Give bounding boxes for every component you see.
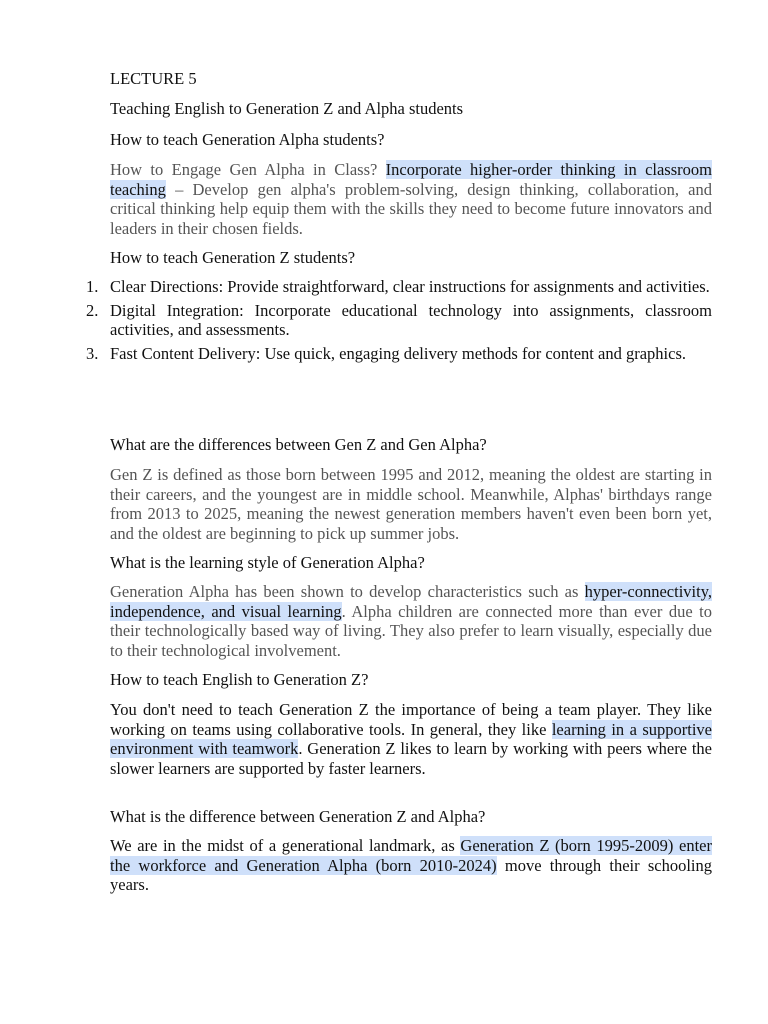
document-title: Teaching English to Generation Z and Alpha students [110, 99, 464, 118]
paragraph-generational-landmark [110, 836, 712, 895]
heading-alpha: How to teach Generation Alpha students? [110, 130, 385, 149]
highlight-generation-years: Generation Z (born 1995-2009) enter the workforce and Generation Alpha (born 2010-2024) [110, 836, 712, 875]
paragraph-engage-alpha [110, 160, 712, 238]
list-item-text: Clear Directions: Provide straightforward, clear instructions for assignments and activities. [110, 277, 710, 296]
paragraph-teach-english-lead: You don't need to teach Generation Z the importance of being a team player. They like working on teams using collaborative tools. In general, they like [110, 700, 712, 739]
heading-genz: How to teach Generation Z students? [110, 248, 356, 267]
paragraph-engage-alpha-rest: – Develop gen alpha's problem-solving, design thinking, collaboration, and critical thinking help equip them with the skills they need to become future innovators and leaders in their chosen fields. [110, 179, 712, 238]
list-item [86, 277, 712, 297]
paragraph-engage-alpha-lead: How to Engage Gen Alpha in Class? [110, 160, 386, 179]
lecture-label: LECTURE 5 [110, 69, 197, 88]
heading-differences: What are the differences between Gen Z and Gen Alpha? [110, 435, 487, 454]
heading-teach-english: How to teach English to Generation Z? [110, 670, 369, 689]
paragraph-birth-years: Gen Z is defined as those born between 1995 and 2012, meaning the oldest are starting in their careers, and the youngest are in middle school. Meanwhile, Alphas' birthdays range from 2013 to 2025, meaning the newest generation members haven't even been born yet, and the oldest are beginning to pick up summer jobs. [110, 465, 712, 543]
paragraph-learning-style [110, 582, 712, 660]
genz-tips-list [86, 277, 712, 367]
heading-learning-style: What is the learning style of Generation Alpha? [110, 553, 425, 572]
paragraph-learning-style-rest: . Alpha children are connected more than ever due to their technologically based way of living. They also prefer to learn visually, especially due to their technological involvement. [110, 601, 713, 660]
list-item-text: Digital Integration: Incorporate educational technology into assignments, classroom activities, and assessments. [110, 300, 712, 339]
highlight-higher-order-thinking: Incorporate higher-order thinking in classroom teaching [110, 160, 712, 199]
paragraph-teach-english [110, 700, 712, 778]
list-item [86, 300, 712, 340]
list-item-number: 3. [86, 343, 99, 363]
list-item-text: Fast Content Delivery: Use quick, engaging delivery methods for content and graphics. [110, 343, 686, 363]
highlight-supportive-environment: learning in a supportive environment with teamwork [110, 719, 712, 758]
list-item-number: 1. [86, 277, 99, 296]
list-item-number: 2. [86, 300, 99, 320]
heading-difference-z-alpha: What is the difference between Generation Z and Alpha? [110, 807, 486, 826]
paragraph-generational-landmark-rest: move through their schooling years. [110, 855, 712, 894]
paragraph-teach-english-rest: . Generation Z likes to learn by working with peers where the slower learners are supported by faster learners. [110, 739, 712, 778]
list-item [86, 343, 712, 364]
paragraph-generational-landmark-lead: We are in the midst of a generational landmark, as [110, 836, 461, 855]
highlight-hyper-connectivity: hyper-connectivity, independence, and visual learning [110, 582, 712, 621]
paragraph-learning-style-lead: Generation Alpha has been shown to develop characteristics such as [110, 582, 585, 601]
